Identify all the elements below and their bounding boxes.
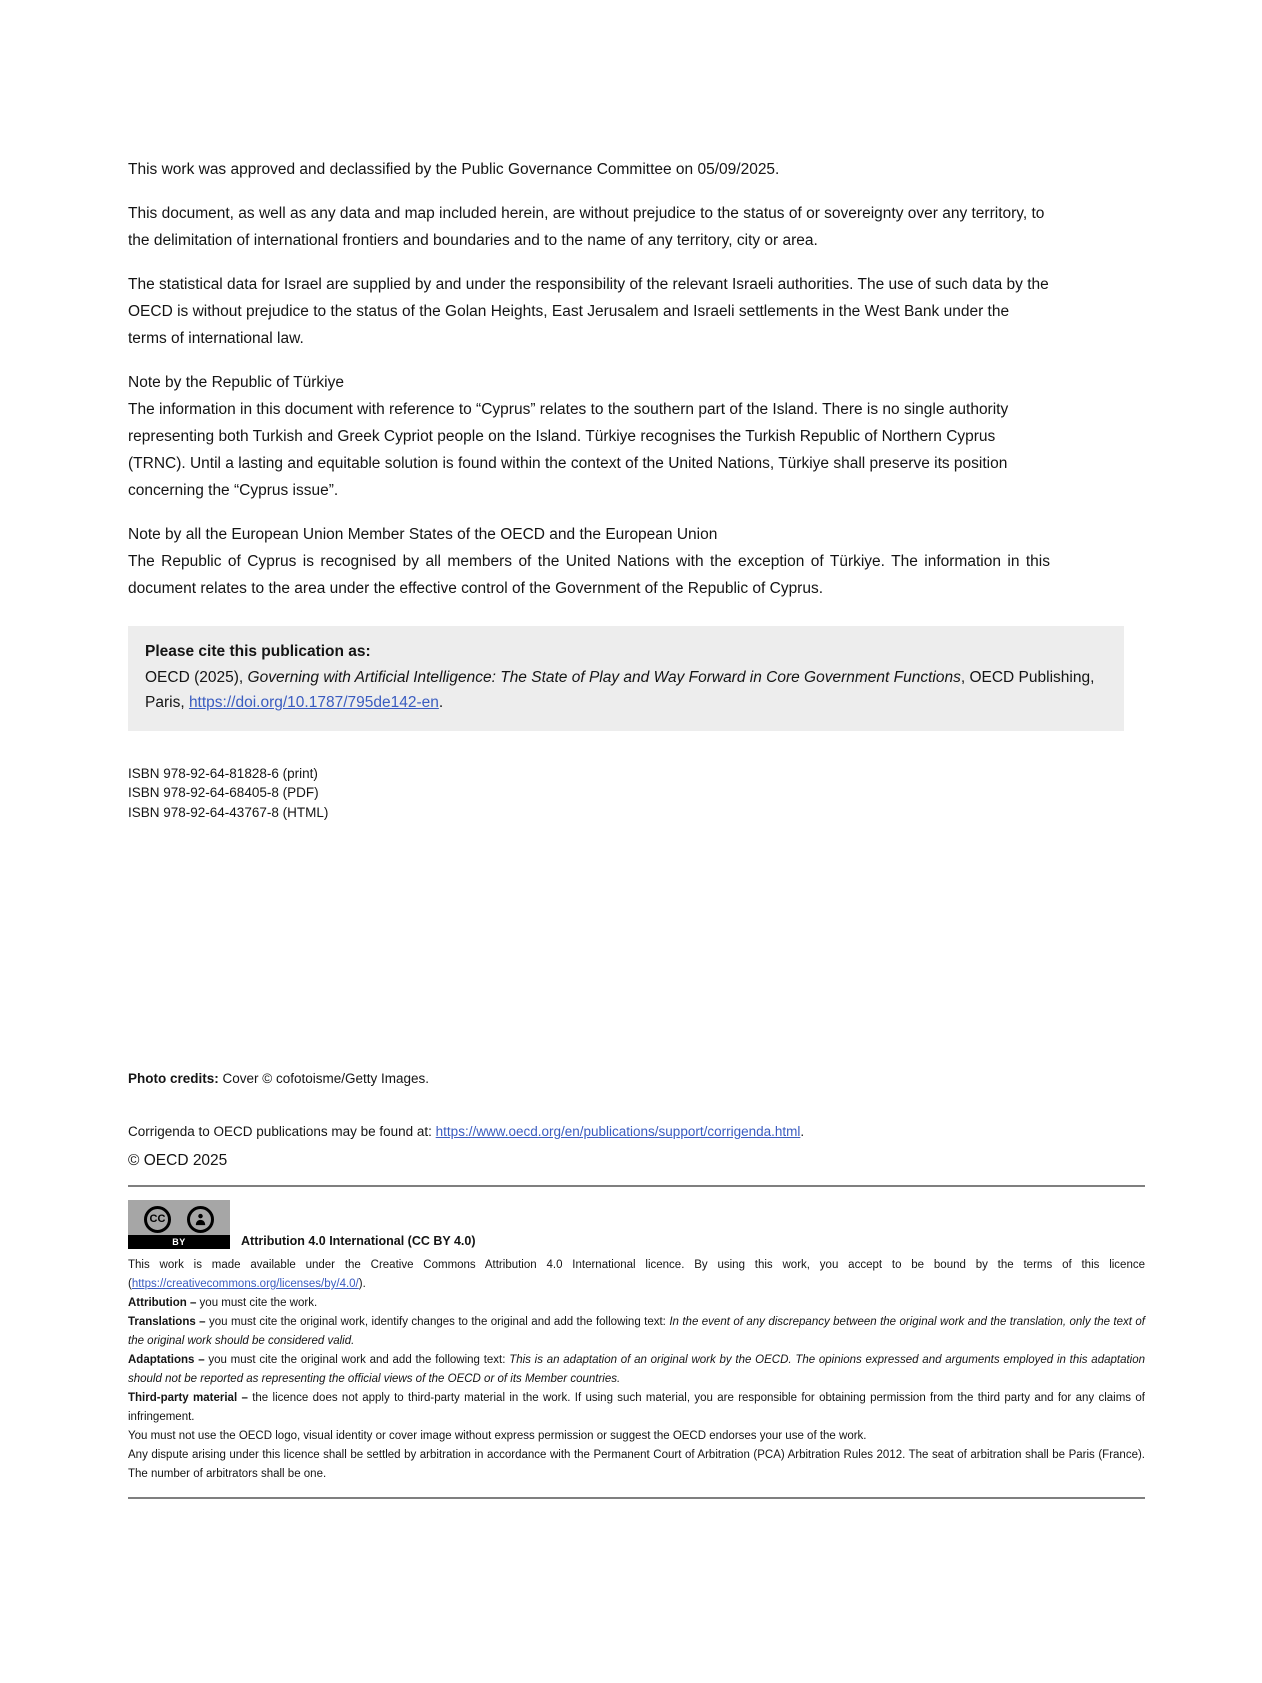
photo-credits-label: Photo credits: xyxy=(128,1071,219,1086)
cc-by-label: BY xyxy=(128,1235,230,1249)
license-oecd-logo-clause: You must not use the OECD logo, visual identity or cover image without express permission or suggest the OECD endorses your use of the work. xyxy=(128,1430,867,1442)
citation-heading: Please cite this publication as: xyxy=(145,643,371,660)
attribution-text: you must cite the work. xyxy=(199,1297,318,1309)
adaptations-text: you must cite the original work and add the following text: xyxy=(208,1354,510,1366)
license-thirdparty xyxy=(128,1389,1145,1427)
citation-suffix: . xyxy=(438,694,444,711)
creative-commons-link[interactable]: https://creativecommons.org/licenses/by/4.0/ xyxy=(131,1278,359,1290)
license-dispute-clause: Any dispute arising under this licence shall be settled by arbitration in accordance with the Permanent Court of Arbitration (PCA) Arbitration Rules 2012. The seat of arbitration shall be Paris (France). The number of arbitrators shall be one. xyxy=(128,1449,1145,1480)
translations-label: Translations – xyxy=(128,1316,210,1328)
citation-middle: , OECD Publishing, Paris, xyxy=(145,668,1095,711)
thirdparty-label: Third-party material – xyxy=(128,1392,253,1404)
person-icon xyxy=(187,1206,214,1233)
license-adaptations xyxy=(128,1351,1145,1389)
license-translations xyxy=(128,1313,1145,1351)
photo-credits-text: Cover © cofotoisme/Getty Images. xyxy=(218,1071,430,1086)
translations-text: you must cite the original work, identify changes to the original and add the following text: xyxy=(209,1316,670,1328)
isbn-print: ISBN 978-92-64-81828-6 (print) xyxy=(128,765,318,781)
photo-credits xyxy=(128,1069,1262,1088)
approval-paragraph: This work was approved and declassified by the Public Governance Committee on 05/09/2025. xyxy=(128,161,780,178)
note-turkiye xyxy=(128,369,1050,504)
corrigenda-suffix: . xyxy=(800,1124,805,1139)
cc-badge-circles xyxy=(128,1203,230,1235)
adaptations-required-text: This is an adaptation of an original work by the OECD. The opinions expressed and arguments employed in this adaptation should not be reported as representing the official views of the OECD or of its Member countries. xyxy=(128,1354,1146,1385)
note-eu-title: Note by all the European Union Member States of the OECD and the European Union xyxy=(128,526,718,543)
citation-box xyxy=(128,626,1124,731)
license-header xyxy=(128,1200,1262,1249)
isbn-html: ISBN 978-92-64-43767-8 (HTML) xyxy=(128,804,329,820)
divider-top xyxy=(128,1185,1145,1187)
license-intro-suffix: ). xyxy=(358,1278,366,1290)
corrigenda-link[interactable]: https://www.oecd.org/en/publications/support/corrigenda.html xyxy=(435,1124,801,1139)
corrigenda-prefix: Corrigenda to OECD publications may be found at: xyxy=(128,1124,436,1139)
license-terms xyxy=(128,1256,1145,1484)
license-attribution xyxy=(128,1294,1145,1313)
territory-disclaimer-paragraph: This document, as well as any data and map included herein, are without prejudice to the status of or sovereignty over any territory, to the delimitation of international frontiers and boundaries and to the name of any territory, city or area. xyxy=(128,205,1045,249)
corrigenda-line xyxy=(128,1122,1262,1141)
doi-link[interactable]: https://doi.org/10.1787/795de142-en xyxy=(188,694,439,711)
note-turkiye-body: The information in this document with reference to “Cyprus” relates to the southern part of the Island. There is no single authority representing both Turkish and Greek Cypriot people on the Island. Türkiye recognises the Turkish Republic of Northern Cyprus (TRNC). Until a lasting and equitable solution is found within the context of the United Nations, Türkiye shall preserve its position concerning the “Cyprus issue”. xyxy=(128,401,1009,499)
publication-title: Governing with Artificial Intelligence: The State of Play and Way Forward in Core Government Functions xyxy=(247,668,961,686)
cc-logo-icon: CC xyxy=(144,1206,171,1233)
translations-required-text: In the event of any discrepancy between the original work and the translation, only the text of the original work should be considered valid. xyxy=(128,1316,1145,1347)
license-title: Attribution 4.0 International (CC BY 4.0) xyxy=(241,1234,476,1248)
note-turkiye-title: Note by the Republic of Türkiye xyxy=(128,374,344,391)
citation-prefix: OECD (2025), xyxy=(145,668,248,686)
adaptations-label: Adaptations – xyxy=(128,1354,209,1366)
license-intro xyxy=(128,1256,1145,1294)
copyright-line: © OECD 2025 xyxy=(128,1152,228,1169)
attribution-label: Attribution – xyxy=(128,1297,200,1309)
license-intro-text: This work is made available under the Creative Commons Attribution 4.0 International licence. By using this work, you accept to be bound by the terms of this licence ( xyxy=(128,1259,1145,1290)
thirdparty-text: the licence does not apply to third-party material in the work. If using such material, you are responsible for obtaining permission from the third party and for any claims of infringement. xyxy=(128,1392,1145,1423)
disclaimer-section xyxy=(128,0,1050,602)
citation-text xyxy=(145,665,1107,716)
note-eu-body: The Republic of Cyprus is recognised by all members of the United Nations with the exception of Türkiye. The information in this document relates to the area under the effective control of the Government of the Republic of Cyprus. xyxy=(128,553,1050,597)
cc-by-badge-icon xyxy=(128,1200,230,1249)
isbn-block xyxy=(128,764,1262,823)
note-eu xyxy=(128,521,1050,602)
israel-statistical-data-paragraph: The statistical data for Israel are supplied by and under the responsibility of the relevant Israeli authorities. The use of such data by the OECD is without prejudice to the status of the Golan Heights, East Jerusalem and Israeli settlements in the West Bank under the terms of international law. xyxy=(128,276,1049,347)
isbn-pdf: ISBN 978-92-64-68405-8 (PDF) xyxy=(128,785,319,800)
divider-bottom xyxy=(128,1497,1145,1499)
